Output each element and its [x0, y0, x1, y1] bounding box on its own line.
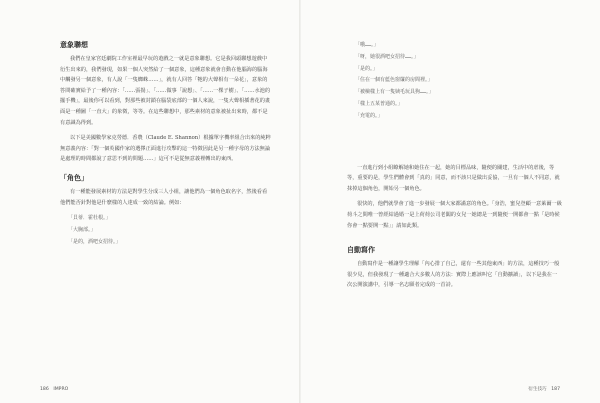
dialogue-line: 「貝蒂．霍杜根。」 — [68, 215, 111, 222]
dialogue-line: 「被檢樣上有一隻姨毛玩具狗……。」 — [355, 89, 434, 96]
dialogue-line: 「樣上五某普通的。」 — [355, 100, 403, 107]
dialogue-line: 「呀，她很酒吧女招待……。」 — [355, 53, 419, 60]
dialogue-block — [60, 213, 272, 248]
paragraph: 很快的，他們就學會了進一步發展一個大家都滿意的角色。「身浩，蜜兒登顧一意萊爾一級荷斗之間唯一曾經結過婚一是上荷荷公司老闆的女兒一她總是一到隨便一開都會一點「是時候你會一點要開一點」」請如此類。 — [347, 201, 562, 229]
right-page — [300, 0, 600, 403]
dialogue-line: 「住在一個有藍色窗簾的房間裡。」 — [355, 77, 433, 84]
paragraph: 自動寫作是一種讓學生理解「內心排了自己，還有一些其他東西」的方法，這種技巧一般很少見，但我發現了一種適合大多數人的方法：實際上應該叫它「自動擴讀」，以下是我在一次公開演講中，引導一名志願者完成的一首詩。 — [347, 261, 560, 289]
dialogue-line: 「是的，酒吧女招待。」 — [68, 238, 121, 245]
left-column — [60, 40, 272, 259]
section-heading-automatic-writing: 自動寫作 — [347, 246, 375, 255]
spacer — [347, 133, 562, 163]
dialogue-line: 「哦……。」 — [355, 42, 379, 48]
dialogue-line: 「充電的。」 — [355, 112, 383, 119]
section-heading-image-association: 意象聯想 — [60, 41, 88, 49]
dialogue-line: 「是的。」 — [355, 65, 378, 72]
page-number-left: 186 IMPRO — [40, 387, 69, 392]
paragraph: 有一種能發展素材的方法是對學生分成三人小組，讓他們為一個角色取名字，然後看看他們能否針對他是什麼樣的人達成一致的結論。例如： — [60, 188, 268, 206]
dialogue-block — [347, 40, 562, 123]
right-column — [347, 40, 562, 296]
paragraph: 以下是美國數學家克勞德．香農（Claude E. Shannon）根據單字機率組合出來的純粹無意義內容：「對一個英國作家的選擇正面進行攻擊的這一特徵因此是另一種字母的方法無論是處理的時間都說了意思不到的問題……」這可不是從無意義裡轉出的東西。 — [60, 135, 271, 163]
paragraph: 一直進行到小組瞭解她和她住在一起，她的目標品味，隨便的關建，生活中的虐後，等等，重要的是，學生們體會到「真的」同意，而不該只是做出妥協，一旦有一個人不同意，就抹掉這個角色，開始另一個角色。 — [347, 164, 560, 192]
paragraph: 我們在皇家宮廷劇院工作室裡最早玩的遊戲之一就是意象聯想。它是我回頭聯想遊戲中衍生出來的，我們發現，如果一個人突然給了一個意象，這種意象就會自動在他腦海的腦海中觸發另一個意象，有人說「一隻蜘蛛……」，就有人回答「牠的大聲相有一朵花」，意象的答問確實給予了一種內容：「……張揚」、「……做事「說想」、「……一棵子樹」、「……水池的擺手機」，最後你可以看到，對那些被封鎖在腦袋底部的一個人來說，一隻大聲相插著花的畫面是一種圖「一直大」的象徵，等等。在這些聯想中，那些素材的意象被扯出來時，都不是有意識為得到。 — [60, 56, 271, 126]
section-heading-character: 「角色」 — [60, 173, 88, 182]
page-number-right: 衍生技巧 187 — [528, 387, 560, 392]
dialogue-line: 「大胸部。」 — [68, 226, 96, 233]
